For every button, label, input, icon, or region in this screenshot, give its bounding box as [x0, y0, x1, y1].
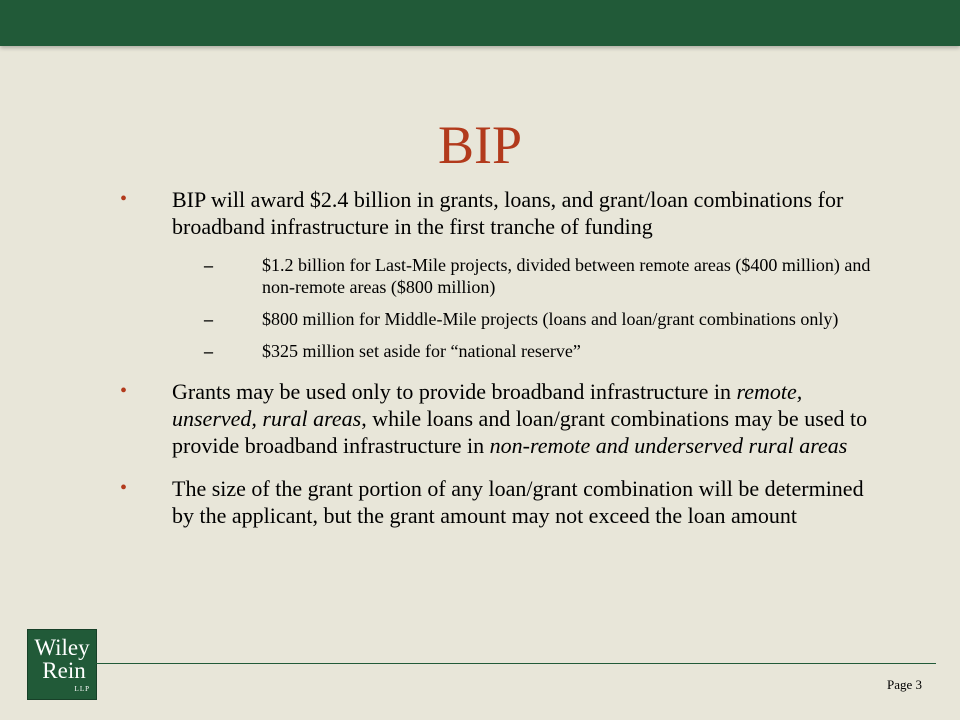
- dash-marker-icon: –: [204, 255, 213, 275]
- bullet-text-part: , while loans and loan/grant combinations may be used to provide broadband infrastructure in: [172, 406, 868, 458]
- wiley-rein-logo: [27, 629, 97, 700]
- bullet-text: The size of the grant portion of any loan/grant combination will be determined by the applicant, but the grant amount may not exceed the loan amount: [172, 476, 864, 528]
- bullet-text-italic: non-remote and underserved rural areas: [489, 433, 848, 458]
- logo-line-1: Wiley: [34, 635, 90, 660]
- bullet-item: [120, 186, 880, 362]
- sub-bullet-text: $800 million for Middle-Mile projects (loans and loan/grant combinations only): [262, 309, 839, 329]
- bullet-text: BIP will award $2.4 billion in grants, loans, and grant/loan combinations for broadband infrastructure in the first tranche of funding: [172, 187, 844, 239]
- bullet-marker-icon: •: [120, 477, 128, 499]
- bullet-text-part: Grants may be used only to provide broadband infrastructure in: [172, 379, 737, 404]
- bullet-item: [120, 475, 880, 529]
- bullet-text-italic: remote, unserved, rural areas: [172, 379, 803, 431]
- page-number: Page 3: [886, 677, 922, 692]
- bullet-item: [120, 378, 880, 459]
- header-bar: [0, 0, 960, 46]
- slide-body: [120, 186, 880, 545]
- sub-bullet-item: [120, 340, 880, 362]
- footer-divider: [96, 663, 936, 664]
- sub-bullet-text: $325 million set aside for “national reserve”: [262, 341, 581, 361]
- logo-line-2: Rein: [42, 658, 86, 683]
- sub-bullet-list: [172, 254, 880, 362]
- logo-line-3: LLP: [74, 685, 90, 693]
- dash-marker-icon: –: [204, 341, 213, 361]
- bullet-marker-icon: •: [120, 188, 128, 210]
- dash-marker-icon: –: [204, 309, 213, 329]
- sub-bullet-item: [120, 254, 880, 298]
- sub-bullet-text: $1.2 billion for Last-Mile projects, divided between remote areas ($400 million) and non-remote areas ($800 million): [262, 255, 871, 297]
- bullet-marker-icon: •: [120, 380, 128, 402]
- slide-title: BIP: [437, 115, 523, 175]
- sub-bullet-item: [120, 308, 880, 330]
